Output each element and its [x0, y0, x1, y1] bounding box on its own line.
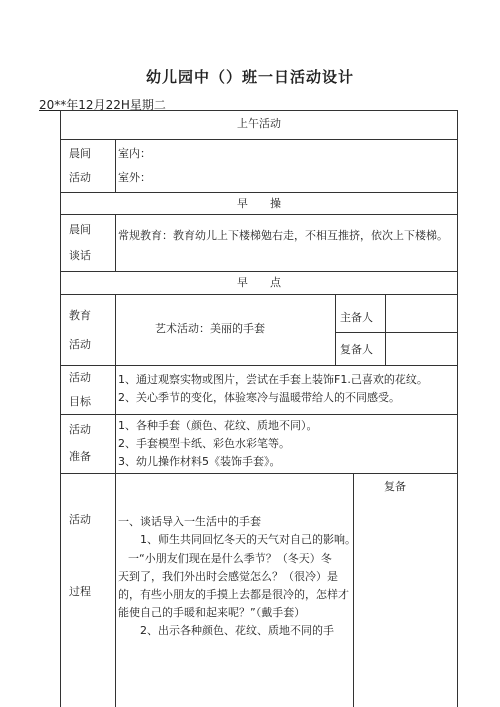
talk-label-bottom: 谈话 — [69, 249, 91, 262]
goals-label-bottom: 目标 — [69, 395, 91, 408]
date-day-unit: H — [120, 98, 130, 112]
main-preparer-label: 主备人 — [340, 311, 373, 324]
prep-label-top: 活动 — [69, 423, 91, 436]
col-divider — [115, 214, 116, 271]
review-header: 复备 — [384, 480, 406, 493]
date-year-unit: 年 — [66, 98, 79, 112]
arrival-outdoor: 室外： — [118, 171, 151, 184]
date-month-unit: 月 — [93, 98, 106, 112]
prep-item: 2、手套模型卡纸、彩色水彩笔等。 — [118, 437, 290, 450]
process-line: 2、出示各种颜色、花纹、质地不同的手 — [140, 624, 334, 637]
morning-snack-header: 早 点 — [237, 276, 281, 289]
date-weekday: 星期二 — [129, 98, 166, 112]
page-title: 幼儿园中（）班一日活动设计 — [145, 68, 354, 86]
morning-exercise-header: 早 操 — [237, 197, 281, 210]
prep-divider — [335, 332, 458, 333]
goal-item: 2、关心季节的变化，体验寒冷与温暖带给人的不同感受。 — [118, 391, 400, 404]
date-year: 20** — [39, 98, 67, 112]
col-divider — [385, 294, 386, 365]
col-divider — [115, 294, 116, 707]
arrival-indoor: 室内： — [118, 147, 151, 160]
co-preparer-label: 复备人 — [340, 343, 373, 356]
col-divider — [353, 473, 354, 707]
goals-label-top: 活动 — [69, 371, 91, 384]
process-label-top: 活动 — [69, 513, 91, 526]
talk-label-top: 晨间 — [69, 223, 91, 236]
col-divider — [335, 294, 336, 365]
process-line: 能使自己的手暖和起来呢？”（戴手套） — [118, 606, 306, 619]
talk-content: 常规教育：教育幼儿上下楼梯勉右走，不相互推挤，依次上下楼梯。 — [118, 229, 448, 242]
process-label-bottom: 过程 — [69, 585, 91, 598]
row-divider — [60, 473, 458, 474]
prep-label-bottom: 准备 — [69, 450, 91, 463]
row-divider — [60, 139, 458, 140]
row-divider — [60, 214, 458, 215]
process-line: 1、师生共同回忆冬天的天气对自己的影响。 — [140, 533, 356, 546]
row-divider — [60, 414, 458, 415]
date-month: 12 — [78, 98, 94, 112]
row-divider — [60, 271, 458, 272]
goal-item: 1、通过观察实物或图片，尝试在手套上装饰F1.己喜欢的花纹。 — [118, 373, 428, 386]
row-divider — [60, 294, 458, 295]
col-divider — [115, 139, 116, 192]
arrival-label-top: 晨间 — [69, 147, 91, 160]
process-line: 的，有些小朋友的手摸上去都是很冷的，怎样才 — [118, 588, 349, 601]
arrival-label-bottom: 活动 — [69, 171, 91, 184]
process-line: 一“小朋友们现在是什么季节？（冬天）冬 — [128, 552, 332, 565]
row-divider — [60, 192, 458, 193]
row-divider — [60, 365, 458, 366]
morning-activities-header: 上午活动 — [237, 117, 281, 130]
education-activity-name: 艺术活动：美丽的手套 — [155, 322, 265, 335]
education-label-top: 教育 — [69, 309, 91, 322]
prep-item: 1、各种手套（颜色、花纹、质地不同）。 — [118, 419, 318, 432]
date-day: 22 — [105, 98, 121, 112]
process-line: 天到了，我们外出时会感觉怎么？（很冷）是 — [118, 570, 338, 583]
prep-item: 3、幼儿操作材料5《装饰手套》。 — [118, 455, 281, 468]
education-label-bottom: 活动 — [69, 338, 91, 351]
process-line: 一、谈话导入一生活中的手套 — [118, 515, 261, 528]
